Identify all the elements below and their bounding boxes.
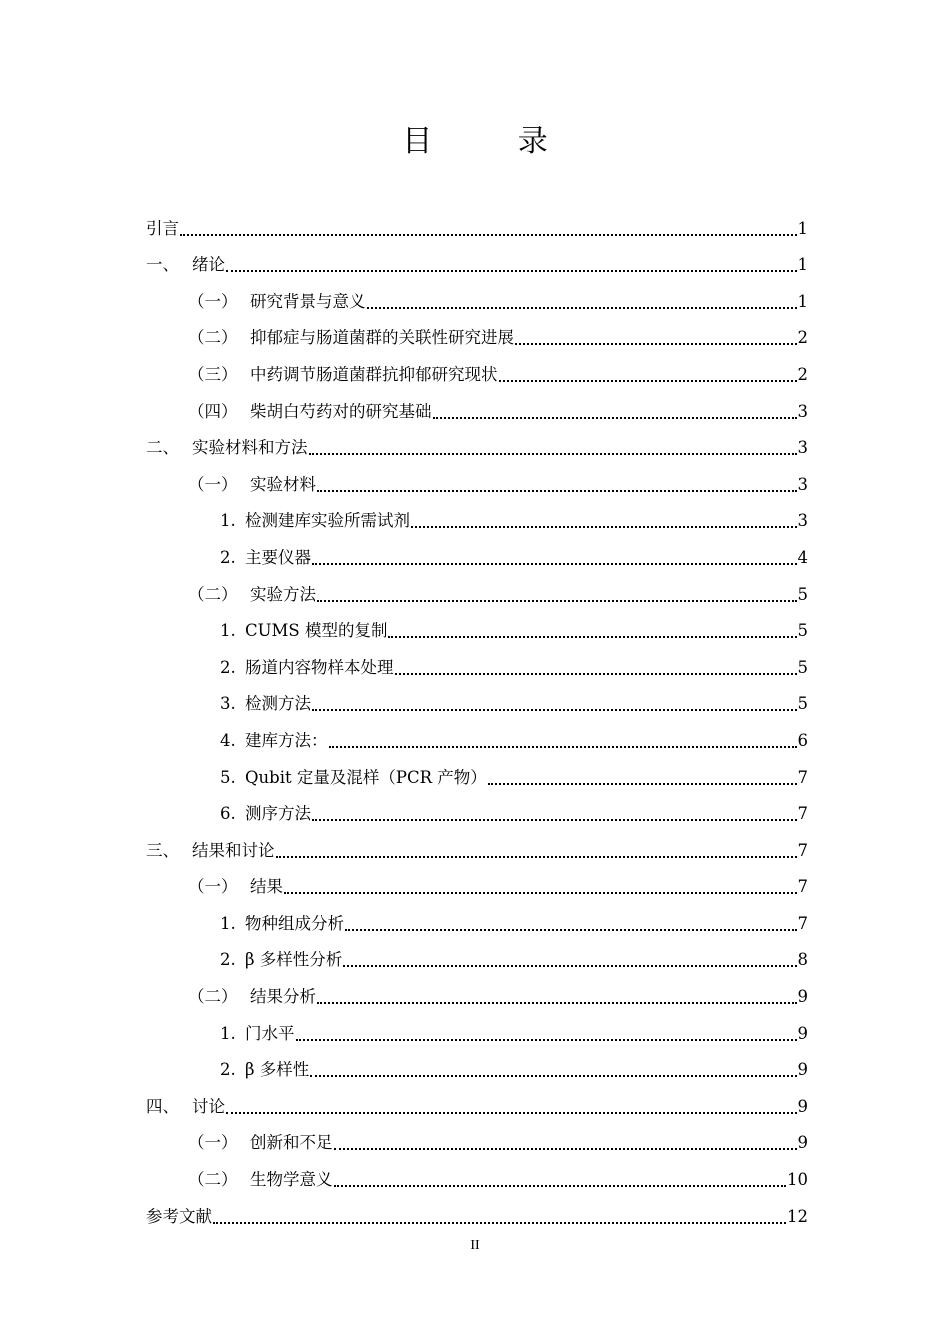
toc-entry[interactable] bbox=[146, 1007, 808, 1044]
toc-entry-page: 7 bbox=[797, 804, 808, 824]
toc-entry[interactable] bbox=[146, 348, 808, 385]
toc-entry-number: 2. bbox=[220, 950, 236, 970]
toc-entry-label: 实验材料和方法 bbox=[192, 438, 308, 458]
toc-dot-leader bbox=[317, 982, 797, 1004]
toc-dot-leader bbox=[395, 653, 797, 675]
toc-dot-leader bbox=[433, 397, 797, 419]
toc-dot-leader bbox=[345, 909, 797, 931]
toc-entry[interactable] bbox=[146, 641, 808, 678]
toc-entry-number: （三） bbox=[188, 364, 238, 384]
toc-dot-leader bbox=[312, 799, 797, 821]
toc-entry-page: 5 bbox=[797, 584, 808, 604]
toc-entry-page: 2 bbox=[797, 364, 808, 384]
toc-entry-number: （一） bbox=[188, 1133, 238, 1153]
toc-entry-number: （一） bbox=[188, 291, 238, 311]
toc-entry-label: 抑郁症与肠道菌群的关联性研究进展 bbox=[250, 328, 514, 348]
toc-entry[interactable] bbox=[146, 385, 808, 422]
toc-entry-page: 12 bbox=[787, 1206, 808, 1226]
toc-dot-leader bbox=[312, 689, 797, 711]
toc-entry-number: （二） bbox=[188, 328, 238, 348]
toc-entry-label: 研究背景与意义 bbox=[250, 291, 366, 311]
toc-entry-number: 一、 bbox=[146, 255, 179, 275]
toc-dot-leader bbox=[309, 433, 797, 455]
toc-dot-leader bbox=[226, 1092, 797, 1114]
toc-entry-number: （二） bbox=[188, 1170, 238, 1190]
toc-entry[interactable] bbox=[146, 1080, 808, 1117]
toc-entry-label: 结果 bbox=[250, 877, 283, 897]
toc-entry-number: （一） bbox=[188, 877, 238, 897]
toc-entry[interactable] bbox=[146, 1044, 808, 1081]
toc-dot-leader bbox=[312, 543, 797, 565]
toc-entry[interactable] bbox=[146, 568, 808, 605]
toc-entry[interactable] bbox=[146, 861, 808, 898]
toc-entry[interactable] bbox=[146, 678, 808, 715]
toc-entry[interactable] bbox=[146, 1190, 808, 1227]
toc-entry[interactable] bbox=[146, 605, 808, 642]
toc-entry-page: 5 bbox=[797, 621, 808, 641]
toc-entry-number: 6. bbox=[220, 804, 236, 824]
toc-dot-leader bbox=[411, 506, 797, 528]
toc-dot-leader bbox=[276, 836, 797, 858]
toc-entry-page: 1 bbox=[797, 291, 808, 311]
toc-entry-page: 5 bbox=[797, 694, 808, 714]
toc-entry-label: 门水平 bbox=[245, 1023, 295, 1043]
toc-entry-page: 9 bbox=[797, 1023, 808, 1043]
toc-entry-page: 8 bbox=[797, 950, 808, 970]
toc-entry-page: 7 bbox=[797, 840, 808, 860]
toc-entry-label: 中药调节肠道菌群抗抑郁研究现状 bbox=[250, 364, 498, 384]
toc-entry[interactable] bbox=[146, 458, 808, 495]
toc-entry[interactable] bbox=[146, 970, 808, 1007]
toc-entry-page: 3 bbox=[797, 438, 808, 458]
toc-dot-leader bbox=[310, 1055, 796, 1077]
toc-entry-page: 3 bbox=[797, 474, 808, 494]
toc-entry-number: 1. bbox=[220, 511, 236, 531]
table-of-contents bbox=[146, 202, 808, 1227]
toc-entry-page: 10 bbox=[787, 1170, 808, 1190]
toc-entry[interactable] bbox=[146, 239, 808, 276]
toc-dot-leader bbox=[334, 1165, 787, 1187]
toc-entry-label: 物种组成分析 bbox=[245, 913, 344, 933]
toc-entry-number: （四） bbox=[188, 401, 238, 421]
toc-entry-number: （二） bbox=[188, 584, 238, 604]
toc-entry-page: 1 bbox=[797, 218, 808, 238]
toc-dot-leader bbox=[499, 360, 797, 382]
toc-entry-label: 参考文献 bbox=[146, 1206, 212, 1226]
toc-entry-page: 3 bbox=[797, 511, 808, 531]
toc-entry-number: 四、 bbox=[146, 1096, 179, 1116]
toc-dot-leader bbox=[317, 470, 797, 492]
toc-entry-label: 生物学意义 bbox=[250, 1170, 333, 1190]
toc-entry-label: 主要仪器 bbox=[245, 547, 311, 567]
toc-entry-page: 7 bbox=[797, 877, 808, 897]
toc-entry[interactable] bbox=[146, 714, 808, 751]
toc-entry-label: β 多样性 bbox=[245, 1060, 310, 1080]
toc-entry-label: 检测方法 bbox=[245, 694, 311, 714]
toc-dot-leader bbox=[367, 287, 797, 309]
toc-entry-number: 2. bbox=[220, 547, 236, 567]
toc-entry-number: 5. bbox=[220, 767, 236, 787]
toc-entry[interactable] bbox=[146, 934, 808, 971]
toc-dot-leader bbox=[329, 726, 797, 748]
toc-entry-label: 创新和不足 bbox=[250, 1133, 333, 1153]
toc-entry-number: 1. bbox=[220, 621, 236, 641]
toc-entry[interactable] bbox=[146, 202, 808, 239]
toc-dot-leader bbox=[226, 250, 797, 272]
page-number: II bbox=[470, 1238, 480, 1253]
toc-entry-label: 柴胡白芍药对的研究基础 bbox=[250, 401, 432, 421]
toc-dot-leader bbox=[488, 763, 797, 785]
toc-entry[interactable] bbox=[146, 531, 808, 568]
toc-entry-number: 3. bbox=[220, 694, 236, 714]
toc-entry-page: 2 bbox=[797, 328, 808, 348]
toc-entry-page: 4 bbox=[797, 547, 808, 567]
toc-entry-label: β 多样性分析 bbox=[245, 950, 343, 970]
toc-dot-leader bbox=[180, 214, 797, 236]
toc-entry[interactable] bbox=[146, 751, 808, 788]
toc-entry[interactable] bbox=[146, 824, 808, 861]
toc-entry-number: 1. bbox=[220, 913, 236, 933]
toc-entry-number: 1. bbox=[220, 1023, 236, 1043]
toc-entry[interactable] bbox=[146, 897, 808, 934]
toc-entry-label: 实验方法 bbox=[250, 584, 316, 604]
toc-entry-label: Qubit 定量及混样（PCR 产物） bbox=[245, 767, 487, 787]
toc-entry-label: 结果和讨论 bbox=[192, 840, 275, 860]
toc-entry-label: 建库方法： bbox=[245, 730, 328, 750]
toc-entry-page: 9 bbox=[797, 1096, 808, 1116]
toc-entry[interactable] bbox=[146, 312, 808, 349]
toc-entry-label: 测序方法 bbox=[245, 804, 311, 824]
toc-entry-page: 9 bbox=[797, 1060, 808, 1080]
toc-entry-number: 三、 bbox=[146, 840, 179, 860]
toc-entry-label: 绪论 bbox=[192, 255, 225, 275]
toc-dot-leader bbox=[334, 1128, 797, 1150]
toc-entry-page: 7 bbox=[797, 913, 808, 933]
toc-entry-label: 肠道内容物样本处理 bbox=[245, 657, 394, 677]
toc-entry-number: （一） bbox=[188, 474, 238, 494]
toc-entry-page: 9 bbox=[797, 987, 808, 1007]
toc-entry-label: 结果分析 bbox=[250, 987, 316, 1007]
toc-dot-leader bbox=[284, 872, 797, 894]
toc-entry[interactable] bbox=[146, 422, 808, 459]
page-title: 目 录 bbox=[402, 124, 586, 159]
toc-entry-page: 6 bbox=[797, 730, 808, 750]
toc-entry-number: 2. bbox=[220, 657, 236, 677]
toc-dot-leader bbox=[296, 1019, 797, 1041]
toc-entry-number: 2. bbox=[220, 1060, 236, 1080]
toc-dot-leader bbox=[213, 1202, 786, 1224]
toc-entry-label: 引言 bbox=[146, 218, 179, 238]
toc-dot-leader bbox=[515, 323, 797, 345]
toc-entry-page: 5 bbox=[797, 657, 808, 677]
toc-dot-leader bbox=[317, 580, 797, 602]
toc-entry[interactable] bbox=[146, 1117, 808, 1154]
toc-entry[interactable] bbox=[146, 275, 808, 312]
toc-entry-page: 3 bbox=[797, 401, 808, 421]
toc-entry[interactable] bbox=[146, 1153, 808, 1190]
toc-dot-leader bbox=[343, 945, 796, 967]
toc-entry-label: CUMS 模型的复制 bbox=[245, 621, 388, 641]
toc-entry-page: 9 bbox=[797, 1133, 808, 1153]
toc-entry-page: 1 bbox=[797, 255, 808, 275]
toc-entry[interactable] bbox=[146, 788, 808, 825]
toc-entry-label: 讨论 bbox=[192, 1096, 225, 1116]
toc-entry[interactable] bbox=[146, 495, 808, 532]
toc-entry-number: 二、 bbox=[146, 438, 179, 458]
toc-entry-page: 7 bbox=[797, 767, 808, 787]
toc-dot-leader bbox=[388, 616, 796, 638]
toc-entry-number: （二） bbox=[188, 987, 238, 1007]
toc-entry-label: 检测建库实验所需试剂 bbox=[245, 511, 410, 531]
toc-entry-number: 4. bbox=[220, 730, 236, 750]
toc-entry-label: 实验材料 bbox=[250, 474, 316, 494]
